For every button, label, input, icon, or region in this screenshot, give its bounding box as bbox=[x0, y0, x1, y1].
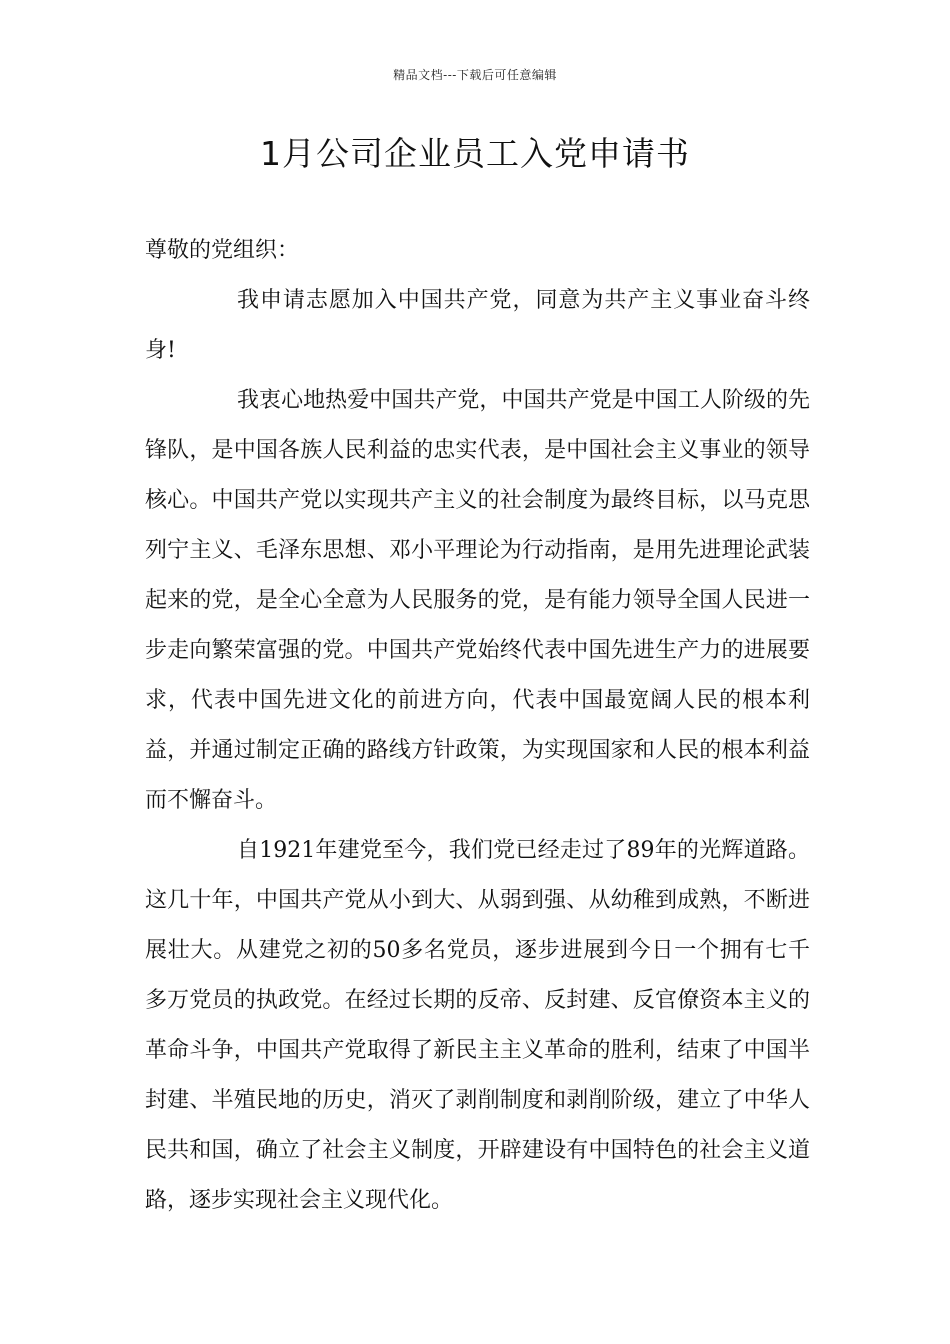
document-body bbox=[145, 226, 810, 1226]
page-header-note: 精品文档---下载后可任意编辑 bbox=[393, 68, 557, 82]
paragraph-3: 自1921年建党至今，我们党已经走过了89年的光辉道路。这几十年，中国共产党从小到大、从弱到强、从幼稚到成熟，不断进展壮大。从建党之初的50多名党员，逐步进展到今日一个拥有七千多万党员的执政党。在经过长期的反帝、反封建、反官僚资本主义的革命斗争，中国共产党取得了新民主主义革命的胜利，结束了中国半封建、半殖民地的历史，消灭了剥削制度和剥削阶级，建立了中华人民共和国，确立了社会主义制度，开辟建设有中国特色的社会主义道路，逐步实现社会主义现代化。 bbox=[145, 838, 810, 1213]
document-title: 1月公司企业员工入党申请书 bbox=[260, 134, 690, 173]
paragraph-1: 我申请志愿加入中国共产党，同意为共产主义事业奋斗终身! bbox=[145, 288, 810, 363]
paragraph-2: 我衷心地热爱中国共产党，中国共产党是中国工人阶级的先锋队，是中国各族人民利益的忠实代表，是中国社会主义事业的领导核心。中国共产党以实现共产主义的社会制度为最终目标，以马克思列宁主义、毛泽东思想、邓小平理论为行动指南，是用先进理论武装起来的党，是全心全意为人民服务的党，是有能力领导全国人民进一步走向繁荣富强的党。中国共产党始终代表中国先进生产力的进展要求，代表中国先进文化的前进方向，代表中国最宽阔人民的根本利益，并通过制定正确的路线方针政策，为实现国家和人民的根本利益而不懈奋斗。 bbox=[145, 388, 810, 813]
salutation: 尊敬的党组织： bbox=[145, 238, 300, 263]
